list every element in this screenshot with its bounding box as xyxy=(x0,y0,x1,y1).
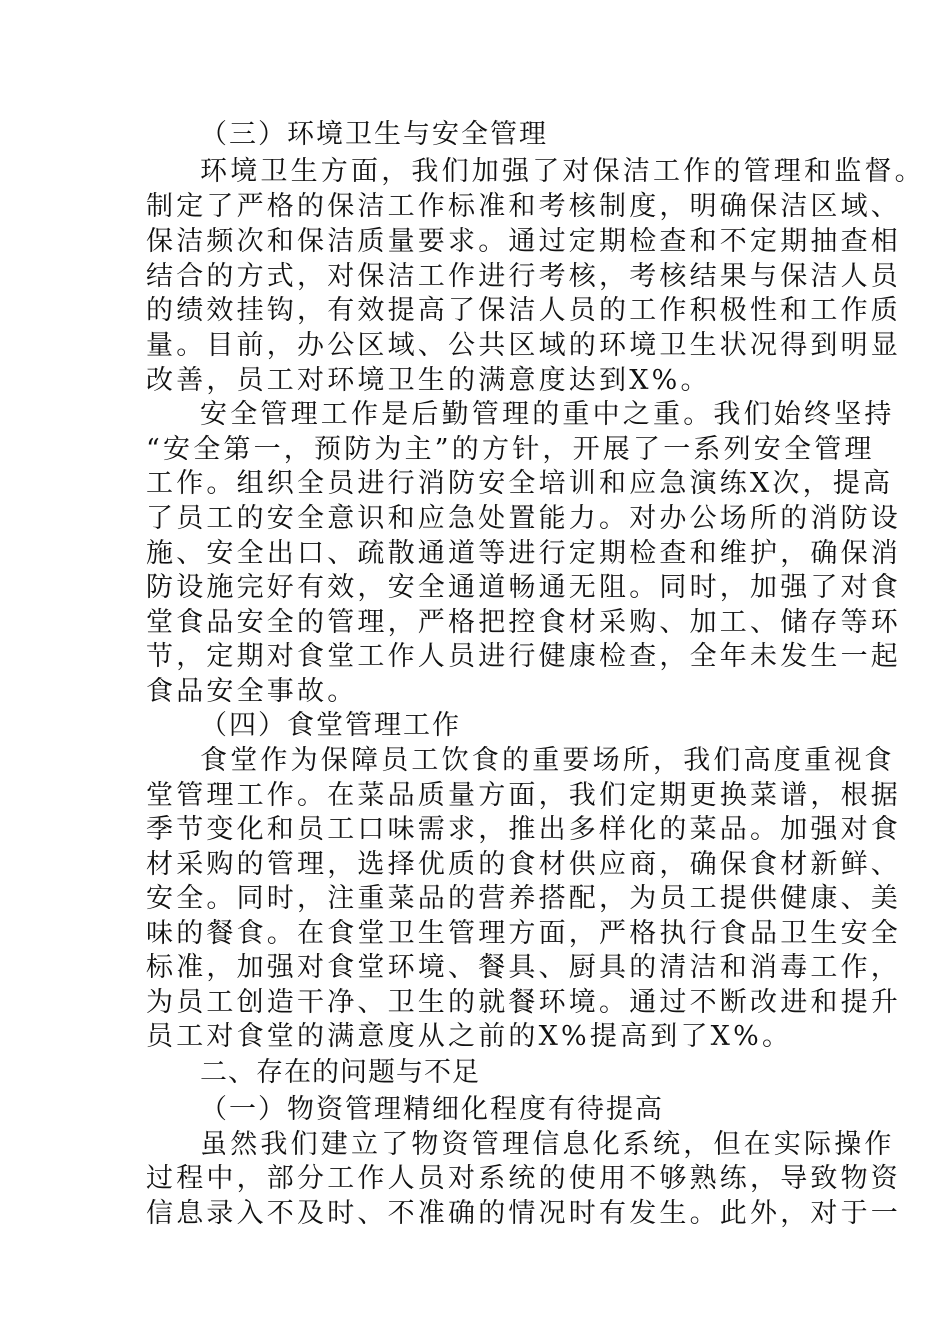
paragraph-line: 堂食品安全的管理，严格把控食材采购、加工、储存等环 xyxy=(146,607,901,638)
paragraph-line: 了员工的安全意识和应急处置能力。对办公场所的消防设 xyxy=(146,503,901,534)
paragraph-line: 改善，员工对环境卫生的满意度达到X%。 xyxy=(146,365,711,396)
paragraph-line: 的绩效挂钩，有效提高了保洁人员的工作积极性和工作质 xyxy=(146,295,901,326)
paragraph-line: 过程中，部分工作人员对系统的使用不够熟练，导致物资 xyxy=(146,1163,901,1194)
paragraph-line: 制定了严格的保洁工作标准和考核制度，明确保洁区域、 xyxy=(146,191,901,222)
subheading-canteen-management: （四）食堂管理工作 xyxy=(200,710,461,741)
paragraph-line: 食堂作为保障员工饮食的重要场所，我们高度重视食 xyxy=(200,745,895,776)
subheading-environment-safety: （三）环境卫生与安全管理 xyxy=(200,119,548,150)
paragraph-line: 员工对食堂的满意度从之前的X%提高到了X%。 xyxy=(146,1021,793,1052)
paragraph-line: 节，定期对食堂工作人员进行健康检查，全年未发生一起 xyxy=(146,641,901,672)
paragraph-line: 施、安全出口、疏散通道等进行定期检查和维护，确保消 xyxy=(146,538,901,569)
paragraph-line: 防设施完好有效，安全通道畅通无阻。同时，加强了对食 xyxy=(146,572,901,603)
paragraph-line: 工作。组织全员进行消防安全培训和应急演练X次，提高 xyxy=(146,468,894,499)
paragraph-line: 标准，加强对食堂环境、餐具、厨具的清洁和消毒工作， xyxy=(146,952,901,983)
paragraph-line: 味的餐食。在食堂卫生管理方面，严格执行食品卫生安全 xyxy=(146,918,901,949)
paragraph-line: 堂管理工作。在菜品质量方面，我们定期更换菜谱，根据 xyxy=(146,780,901,811)
paragraph-line: 为员工创造干净、卫生的就餐环境。通过不断改进和提升 xyxy=(146,987,901,1018)
paragraph-line: 结合的方式，对保洁工作进行考核，考核结果与保洁人员 xyxy=(146,261,901,292)
paragraph-line: 量。目前，办公区域、公共区域的环境卫生状况得到明显 xyxy=(146,330,901,361)
paragraph-line: 材采购的管理，选择优质的食材供应商，确保食材新鲜、 xyxy=(146,849,901,880)
paragraph-line: 保洁频次和保洁质量要求。通过定期检查和不定期抽查相 xyxy=(146,226,901,257)
paragraph-line: 食品安全事故。 xyxy=(146,676,358,707)
paragraph-line: “安全第一，预防为主”的方针，开展了一系列安全管理 xyxy=(146,434,875,465)
section-heading-problems: 二、存在的问题与不足 xyxy=(200,1057,480,1088)
paragraph-line: 安全。同时，注重菜品的营养搭配，为员工提供健康、美 xyxy=(146,883,901,914)
paragraph-line: 环境卫生方面，我们加强了对保洁工作的管理和监督。 xyxy=(200,156,925,187)
paragraph-line: 季节变化和员工口味需求，推出多样化的菜品。加强对食 xyxy=(146,814,901,845)
paragraph-line: 安全管理工作是后勤管理的重中之重。我们始终坚持 xyxy=(200,399,895,430)
subheading-material-management: （一）物资管理精细化程度有待提高 xyxy=(200,1094,664,1125)
paragraph-line: 信息录入不及时、不准确的情况时有发生。此外，对于一 xyxy=(146,1198,901,1229)
paragraph-line: 虽然我们建立了物资管理信息化系统，但在实际操作 xyxy=(200,1129,895,1160)
